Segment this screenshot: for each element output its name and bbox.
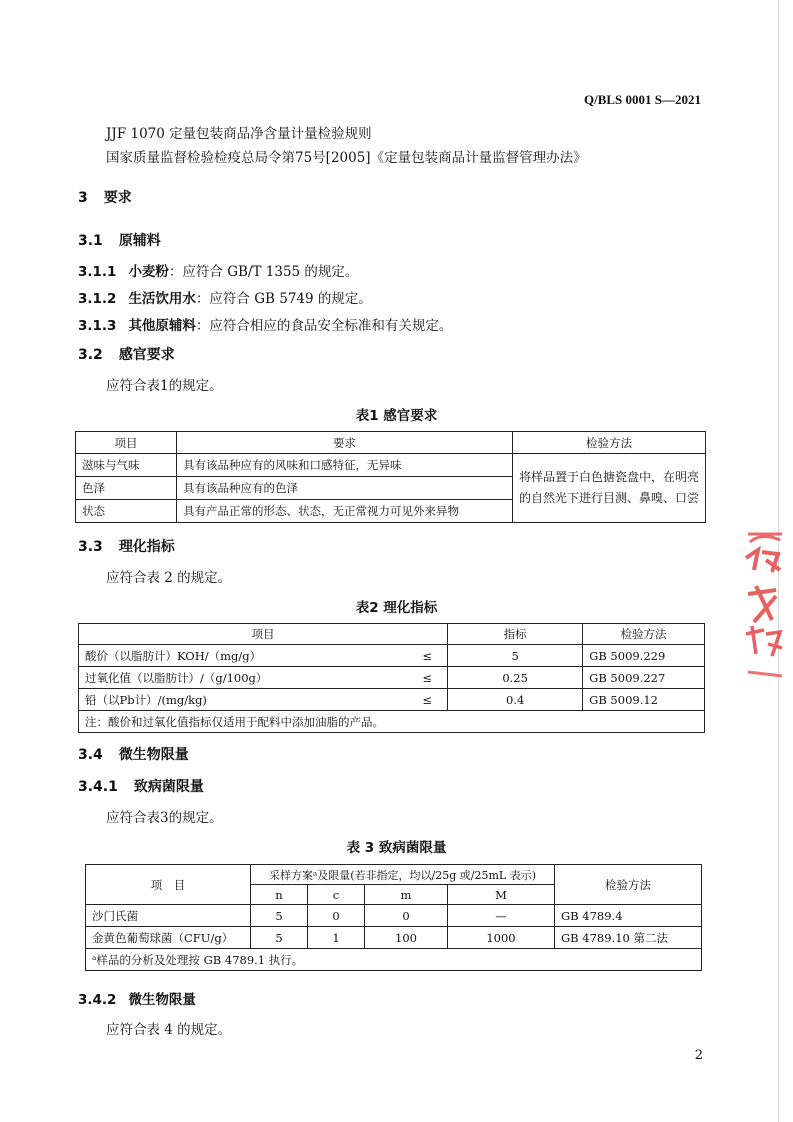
clause-number: 3.1.3 bbox=[78, 318, 117, 334]
cell-M: — bbox=[448, 905, 555, 927]
cell-item: 铅（以Pb计）/(mg/kg) bbox=[79, 689, 408, 711]
clause-number: 3.1.1 bbox=[78, 264, 117, 280]
section-3-2-text: 应符合表1的规定。 bbox=[106, 378, 223, 394]
cell-m: 100 bbox=[365, 927, 448, 949]
cell-method: GB 5009.12 bbox=[583, 689, 705, 711]
col-header-item: 项目 bbox=[79, 624, 448, 645]
cell-item: 金黄色葡萄球菌（CFU/g） bbox=[86, 927, 251, 949]
section-number: 3.4 bbox=[78, 747, 103, 763]
cell-value: 0.4 bbox=[448, 689, 583, 711]
cell-method: GB 5009.229 bbox=[583, 645, 705, 667]
cell-requirement: 具有该品种应有的色泽 bbox=[177, 477, 513, 500]
section-number: 3.2 bbox=[78, 347, 103, 363]
section-3-3-text: 应符合表 2 的规定。 bbox=[106, 570, 232, 586]
clause-text: ：应符合 GB 5749 的规定。 bbox=[195, 291, 372, 307]
table3-pathogens bbox=[85, 864, 702, 971]
cell-operator: ≤ bbox=[407, 645, 448, 667]
standard-code: Q/BLS 0001 S—2021 bbox=[583, 92, 701, 107]
section-title: 要求 bbox=[103, 190, 132, 206]
col-header-m: m bbox=[365, 885, 448, 905]
table-note: ᵃ样品的分析及处理按 GB 4789.1 执行。 bbox=[86, 949, 702, 971]
clause-text: ：应符合相应的食品安全标准和有关规定。 bbox=[195, 318, 453, 334]
section-3-4-heading bbox=[78, 744, 189, 764]
section-3-4-1-text: 应符合表3的规定。 bbox=[106, 810, 223, 826]
clause-3-1-2 bbox=[78, 287, 372, 307]
section-number: 3 bbox=[78, 190, 88, 206]
table-row bbox=[79, 689, 705, 711]
table-note-row bbox=[79, 711, 705, 733]
cell-n: 5 bbox=[251, 927, 308, 949]
clause-number: 3.1.2 bbox=[78, 291, 117, 307]
section-title: 致病菌限量 bbox=[133, 779, 204, 795]
clause-3-1-3 bbox=[78, 314, 452, 334]
col-header-item: 项目 bbox=[76, 432, 177, 454]
cell-method: GB 4789.10 第二法 bbox=[555, 927, 702, 949]
cell-value: 5 bbox=[448, 645, 583, 667]
cell-c: 0 bbox=[308, 905, 365, 927]
section-title: 感官要求 bbox=[118, 347, 175, 363]
section-3-4-2-text: 应符合表 4 的规定。 bbox=[106, 1022, 232, 1038]
page-number: 2 bbox=[694, 1048, 703, 1063]
table-row bbox=[76, 454, 706, 477]
table1-sensory bbox=[75, 431, 706, 523]
col-header-requirement: 要求 bbox=[177, 432, 513, 454]
col-header-item: 项 目 bbox=[86, 865, 251, 905]
col-header-n: n bbox=[251, 885, 308, 905]
col-header-c: c bbox=[308, 885, 365, 905]
cell-c: 1 bbox=[308, 927, 365, 949]
section-3-1-heading bbox=[78, 230, 161, 250]
cell-operator: ≤ bbox=[407, 667, 448, 689]
section-3-4-1-heading bbox=[78, 776, 204, 796]
col-header-sampling-plan: 采样方案ᵃ及限量(若非指定，均以/25g 或/25mL 表示) bbox=[251, 865, 555, 885]
cell-item: 滋味与气味 bbox=[76, 454, 177, 477]
table1-caption: 表1 感官要求 bbox=[355, 408, 438, 424]
clause-text: ：应符合 GB/T 1355 的规定。 bbox=[168, 264, 359, 280]
section-3-2-heading bbox=[78, 344, 175, 364]
section-title: 微生物限量 bbox=[118, 747, 189, 763]
cell-item: 色泽 bbox=[76, 477, 177, 500]
section-number: 3.1 bbox=[78, 233, 103, 249]
table3-caption: 表 3 致病菌限量 bbox=[346, 840, 447, 856]
section-3-heading bbox=[78, 187, 132, 207]
section-title: 理化指标 bbox=[118, 539, 175, 555]
table-row bbox=[79, 667, 705, 689]
table2-caption: 表2 理化指标 bbox=[355, 600, 438, 616]
method-line: 的自然光下进行目测、鼻嗅、口尝 bbox=[518, 491, 699, 505]
table-note-row bbox=[86, 949, 702, 971]
cell-method: GB 5009.227 bbox=[583, 667, 705, 689]
col-header-method: 检验方法 bbox=[512, 432, 705, 454]
section-number: 3.3 bbox=[78, 539, 103, 555]
table2-physicochemical bbox=[78, 623, 705, 733]
section-3-3-heading bbox=[78, 536, 175, 556]
table-row bbox=[86, 927, 702, 949]
cell-item: 过氧化值（以脂肪计）/（g/100g） bbox=[79, 667, 408, 689]
clause-term: 小麦粉 bbox=[128, 264, 169, 280]
col-header-method: 检验方法 bbox=[583, 624, 705, 645]
table-header-row bbox=[86, 865, 702, 885]
table-header-row bbox=[79, 624, 705, 645]
cell-requirement: 具有该品种应有的风味和口感特征，无异味 bbox=[177, 454, 513, 477]
red-seal-stamp-icon bbox=[742, 530, 786, 680]
cell-value: 0.25 bbox=[448, 667, 583, 689]
clause-term: 其他原辅料 bbox=[128, 318, 196, 334]
table-header-row bbox=[76, 432, 706, 454]
section-3-4-2-heading bbox=[78, 988, 196, 1008]
cell-requirement: 具有产品正常的形态、状态，无正常视力可见外来异物 bbox=[177, 500, 513, 523]
method-line: 将样品置于白色搪瓷盘中，在明亮 bbox=[518, 470, 699, 484]
table-row bbox=[86, 905, 702, 927]
clause-term: 生活饮用水 bbox=[128, 291, 196, 307]
cell-item: 状态 bbox=[76, 500, 177, 523]
cell-method bbox=[512, 454, 705, 523]
cell-item: 沙门氏菌 bbox=[86, 905, 251, 927]
table-note: 注：酸价和过氧化值指标仅适用于配料中添加油脂的产品。 bbox=[79, 711, 705, 733]
reference-jjf1070: JJF 1070 定量包装商品净含量计量检验规则 bbox=[106, 126, 372, 142]
clause-3-1-1 bbox=[78, 260, 358, 280]
section-number: 3.4.2 bbox=[78, 992, 117, 1008]
cell-m: 0 bbox=[365, 905, 448, 927]
cell-item: 酸价（以脂肪计）KOH/（mg/g） bbox=[79, 645, 408, 667]
section-title: 微生物限量 bbox=[128, 992, 196, 1008]
table-row bbox=[79, 645, 705, 667]
col-header-index: 指标 bbox=[448, 624, 583, 645]
section-title: 原辅料 bbox=[118, 233, 161, 249]
col-header-M: M bbox=[448, 885, 555, 905]
cell-M: 1000 bbox=[448, 927, 555, 949]
cell-n: 5 bbox=[251, 905, 308, 927]
cell-method: GB 4789.4 bbox=[555, 905, 702, 927]
reference-order-75: 国家质量监督检验检疫总局令第75号[2005]《定量包装商品计量监督管理办法》 bbox=[106, 150, 587, 166]
col-header-method: 检验方法 bbox=[555, 865, 702, 905]
section-number: 3.4.1 bbox=[78, 779, 118, 795]
cell-operator: ≤ bbox=[407, 689, 448, 711]
